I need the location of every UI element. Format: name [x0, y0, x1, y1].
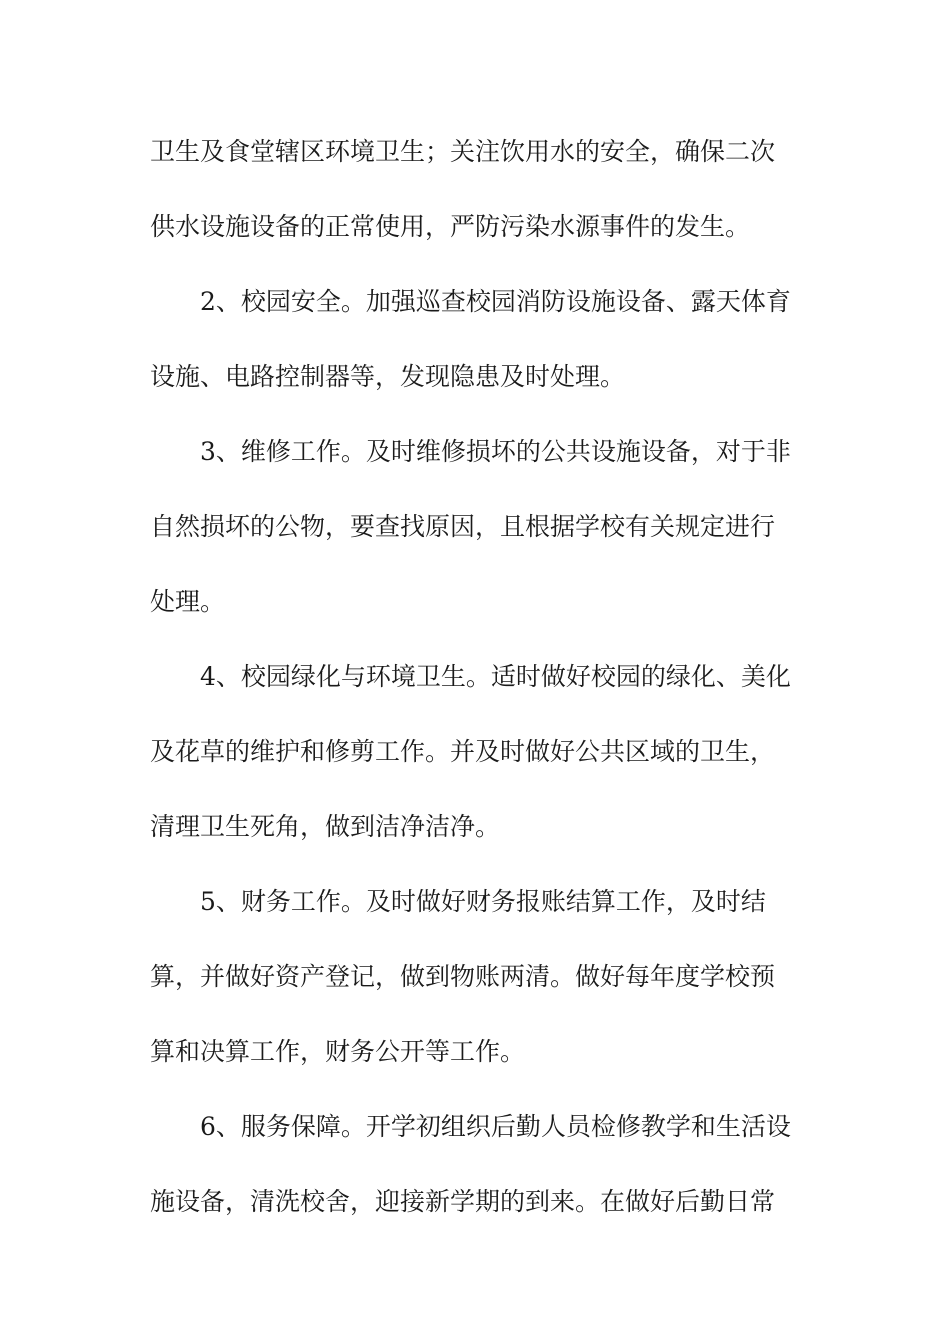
text-line: 卫生及食堂辖区环境卫生；关注饮用水的安全，确保二次 — [150, 137, 776, 166]
text-line: 算，并做好资产登记，做到物账两清。做好每年度学校预 — [150, 962, 776, 991]
text-line: 设施、电路控制器等，发现隐患及时处理。 — [150, 362, 626, 391]
text-line: 施设备，清洗校舍，迎接新学期的到来。在做好后勤日常 — [150, 1187, 776, 1216]
text-line: 及花草的维护和修剪工作。并及时做好公共区域的卫生， — [150, 737, 776, 766]
text-line: 供水设施设备的正常使用，严防污染水源事件的发生。 — [150, 212, 751, 241]
text-line: 算和决算工作，财务公开等工作。 — [150, 1037, 526, 1066]
paragraph-item-3-start: 3、维修工作。及时维修损坏的公共设施设备，对于非 — [200, 437, 791, 466]
paragraph-item-6-start: 6、服务保障。开学初组织后勤人员检修教学和生活设 — [200, 1112, 791, 1141]
paragraph-item-4-start: 4、校园绿化与环境卫生。适时做好校园的绿化、美化 — [200, 662, 791, 691]
text-line: 自然损坏的公物，要查找原因，且根据学校有关规定进行 — [150, 512, 776, 541]
paragraph-item-2-start: 2、校园安全。加强巡查校园消防设施设备、露天体育 — [200, 287, 791, 316]
text-line: 处理。 — [150, 587, 226, 616]
text-line: 清理卫生死角，做到洁净洁净。 — [150, 812, 501, 841]
paragraph-item-5-start: 5、财务工作。及时做好财务报账结算工作，及时结 — [200, 887, 766, 916]
